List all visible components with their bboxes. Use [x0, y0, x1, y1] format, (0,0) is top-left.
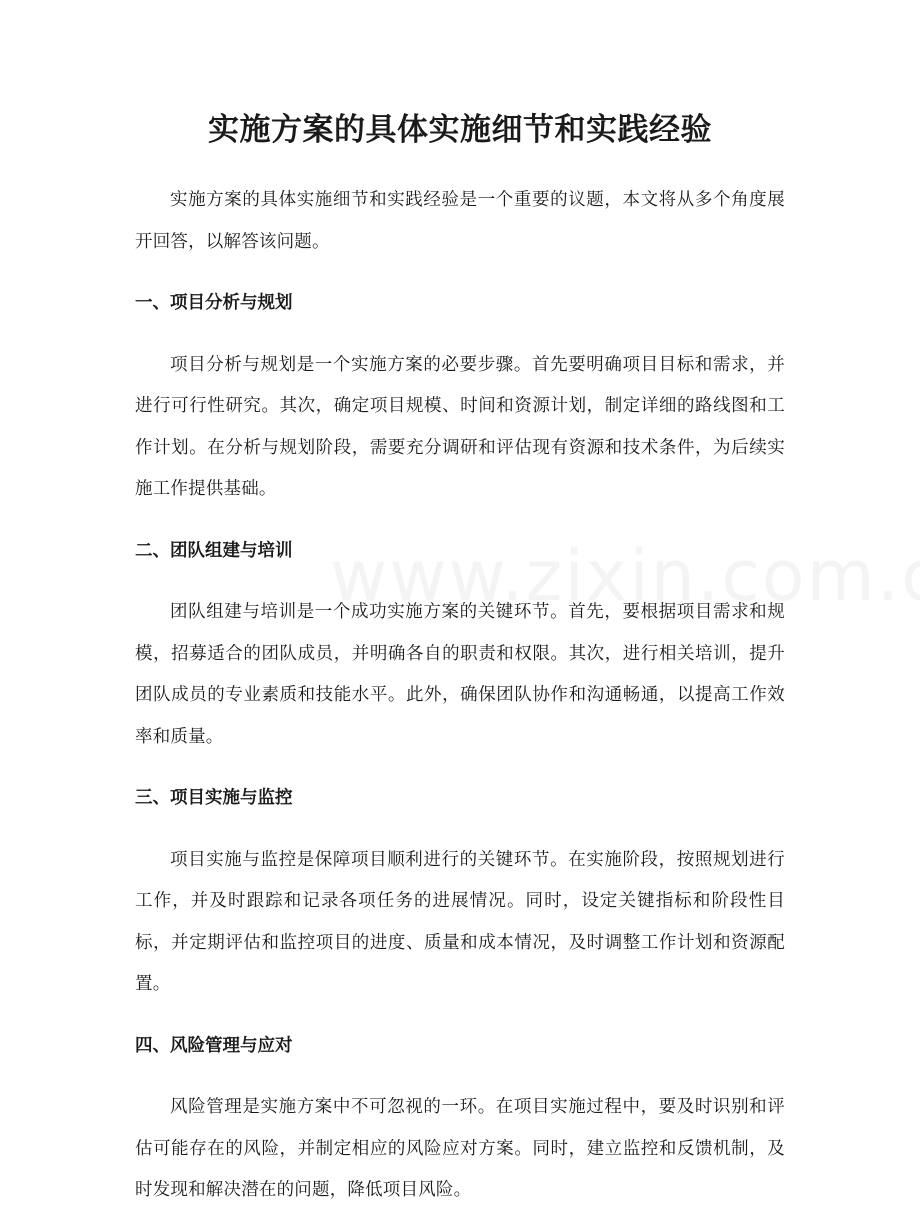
- page-title: 实施方案的具体实施细节和实践经验: [208, 112, 712, 148]
- spacer: [135, 511, 785, 531]
- section-body-1: 项目分析与规划是一个实施方案的必要步骤。首先要明确项目目标和需求，并进行可行性研究。其次，确定项目规模、时间和资源计划，制定详细的路线图和工作计划。在分析与规划阶段，需要充分调研和评估现有资源和技术条件，为后续实施工作提供基础。: [135, 354, 785, 499]
- spacer: [135, 1067, 785, 1087]
- spacer: [135, 263, 785, 283]
- section-heading-1: 一、项目分析与规划: [135, 293, 293, 313]
- document-body: [135, 180, 785, 1212]
- section-heading-4: 四、风险管理与应对: [135, 1035, 293, 1056]
- section-body-3: 项目实施与监控是保障项目顺利进行的关键环节。在实施阶段，按照规划进行工作，并及时跟踪和记录各项任务的进展情况。同时，设定关键指标和阶段性目标，并定期评估和监控项目的进度、质量和成本情况，及时调整工作计划和资源配置。: [135, 849, 785, 994]
- spacer: [135, 820, 785, 840]
- section-heading-2: 二、团队组建与培训: [135, 540, 293, 561]
- spacer: [135, 758, 785, 778]
- spacer: [135, 572, 785, 592]
- intro-paragraph: 实施方案的具体实施细节和实践经验是一个重要的议题，本文将从多个角度展开回答，以解答该问题。: [135, 190, 785, 252]
- spacer: [135, 325, 785, 345]
- section-body-4: 风险管理是实施方案中不可忽视的一环。在项目实施过程中，要及时识别和评估可能存在的风险，并制定相应的风险应对方案。同时，建立监控和反馈机制，及时发现和解决潜在的问题，降低项目风险。: [135, 1097, 785, 1200]
- spacer: [135, 1006, 785, 1026]
- section-body-2: 团队组建与培训是一个成功实施方案的关键环节。首先，要根据项目需求和规模，招募适合的团队成员，并明确各自的职责和权限。其次，进行相关培训，提升团队成员的专业素质和技能水平。此外，确保团队协作和沟通畅通，以提高工作效率和质量。: [135, 602, 785, 747]
- section-heading-3: 三、项目实施与监控: [135, 788, 293, 808]
